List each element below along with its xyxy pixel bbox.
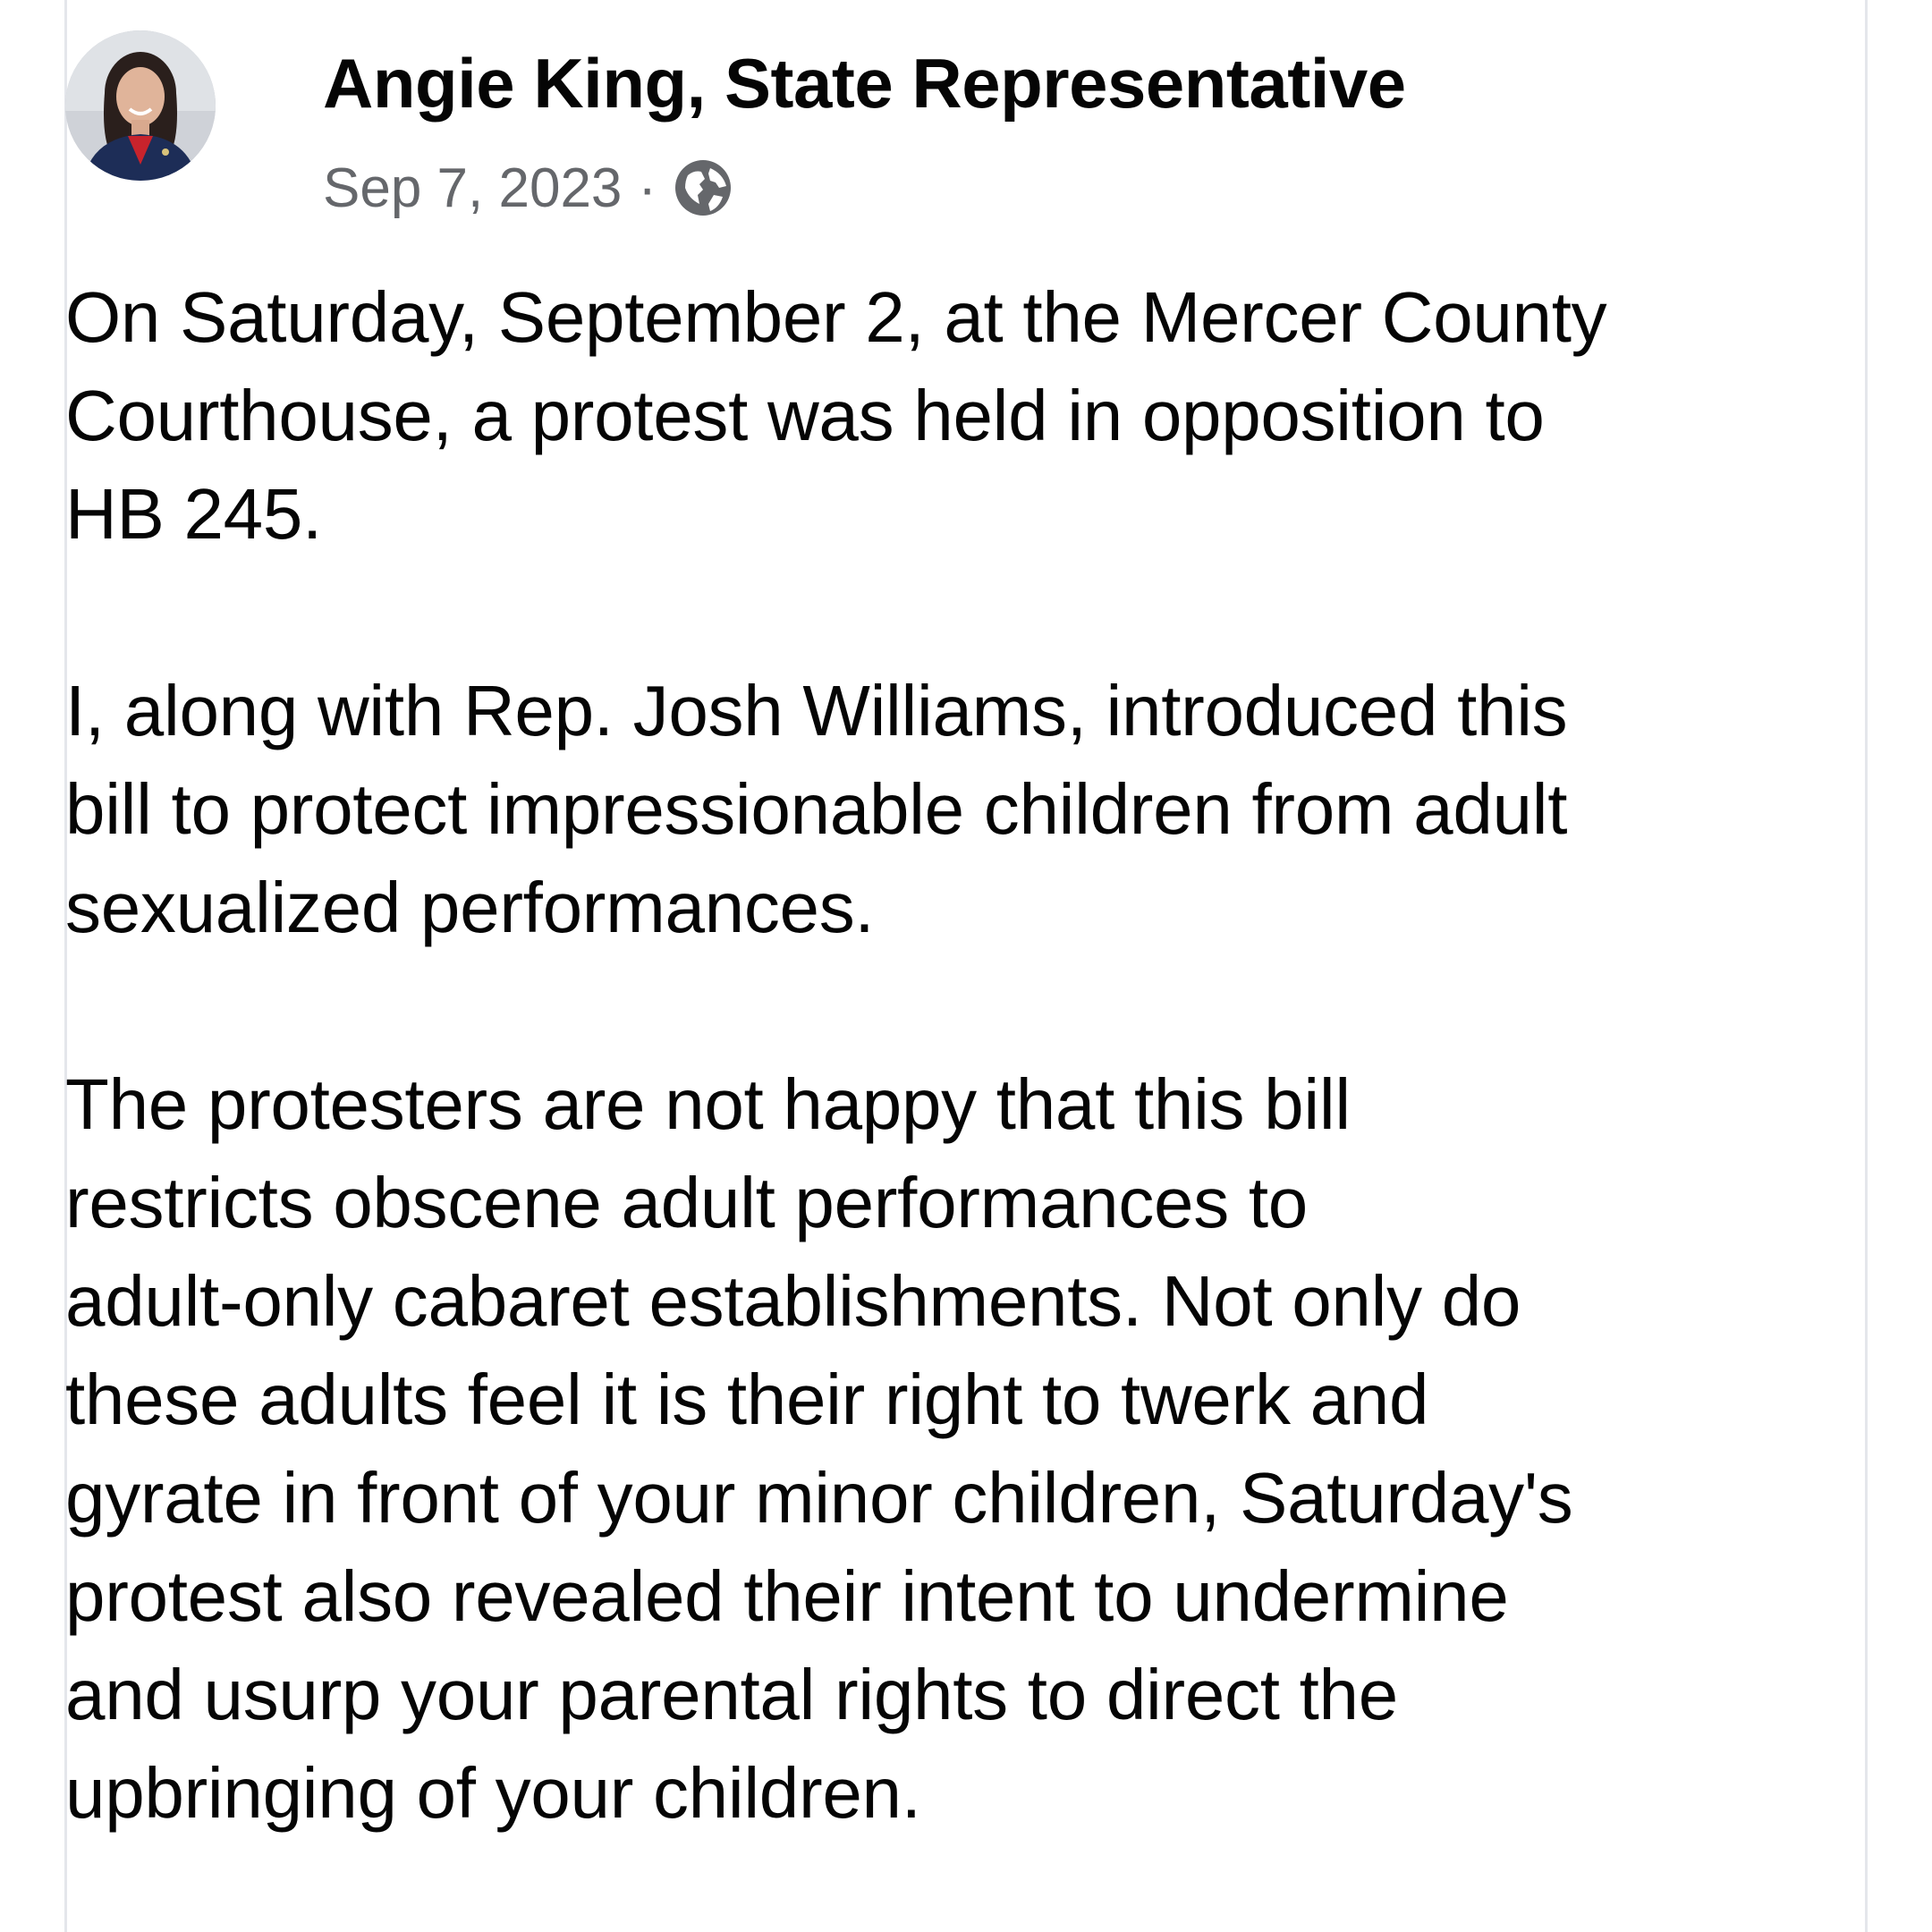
post-body — [65, 268, 1783, 1843]
meta-separator: · — [638, 157, 657, 219]
post-paragraph-2: I, along with Rep. Josh Williams, introduced this bill to protect impressionable children from adult sexualized performances. — [65, 671, 1568, 947]
author-avatar[interactable] — [65, 30, 216, 181]
post-paragraph-3: The protesters are not happy that this bill restricts obscene adult performances to adult-only cabaret establishments. Not only do these adults feel it is their right to twerk and gyrate in front of your minor children, Saturday's protest also revealed their intent to undermine and usurp your parental rights to direct the upbringing of your children. — [65, 1064, 1573, 1833]
globe-icon[interactable] — [673, 157, 733, 218]
avatar-photo — [65, 30, 216, 181]
post-paragraph-1: On Saturday, September 2, at the Mercer County Courthouse, a protest was held in opposition to HB 245. — [65, 277, 1607, 554]
author-name[interactable]: Angie King, State Representative — [323, 44, 1406, 123]
post-header — [65, 30, 1765, 227]
post-meta — [323, 152, 733, 224]
post-timestamp[interactable]: Sep 7, 2023 — [323, 157, 623, 219]
